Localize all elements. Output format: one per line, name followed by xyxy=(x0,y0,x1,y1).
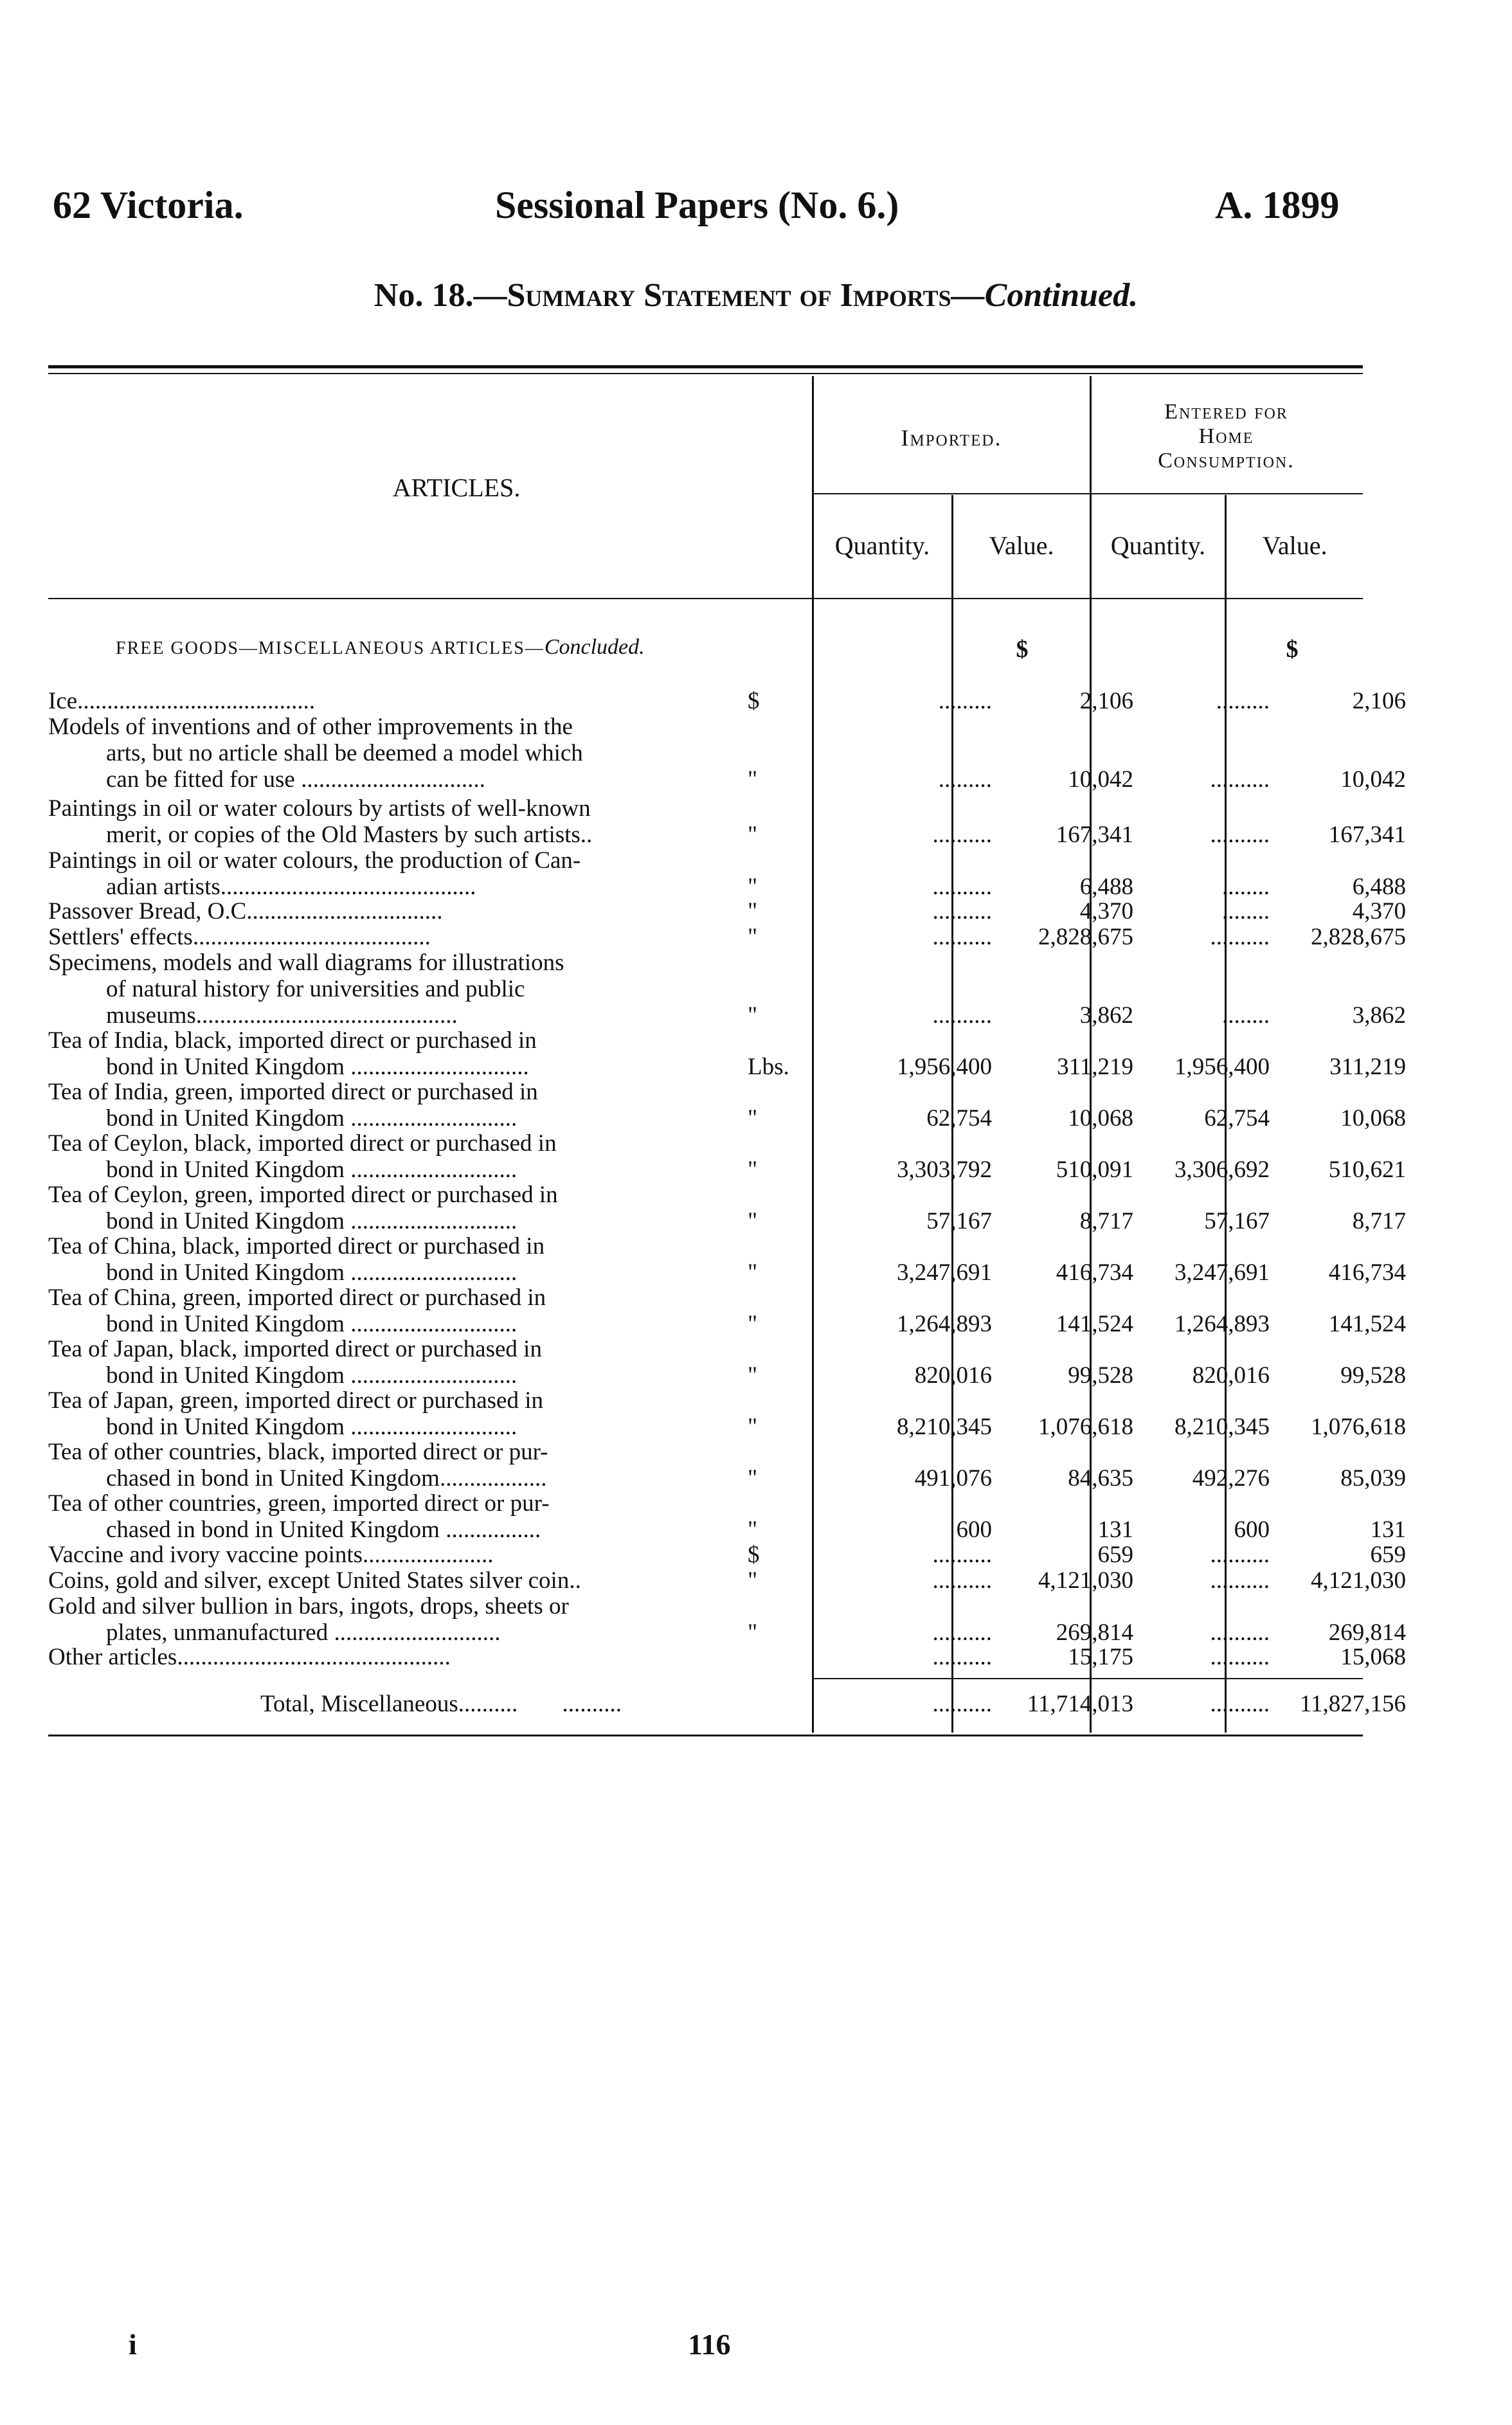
home-quantity: .......... xyxy=(1210,1644,1270,1670)
unit-mark: " xyxy=(748,1157,758,1183)
imported-value: 8,717 xyxy=(1079,1208,1133,1234)
unit-mark: " xyxy=(748,1311,758,1337)
imported-quantity: .......... xyxy=(932,924,992,950)
imported-value: 416,734 xyxy=(1056,1259,1133,1286)
home-quantity: 1,264,893 xyxy=(1174,1311,1270,1337)
total-imported-value: 11,714,013 xyxy=(1027,1691,1133,1717)
home-consumption-heading xyxy=(1093,400,1360,473)
article-line: Paintings in oil or water colours, the production of Can- xyxy=(48,847,581,874)
unit-mark: " xyxy=(748,822,758,848)
header-volume: 62 Victoria. xyxy=(53,184,244,226)
article-line: bond in United Kingdom .............................. xyxy=(106,1054,529,1080)
article-line: Tea of other countries, black, imported direct or pur- xyxy=(48,1439,548,1465)
article-description xyxy=(48,1182,742,1234)
home-quantity: ........ xyxy=(1222,1002,1270,1029)
home-value: 659 xyxy=(1370,1542,1406,1568)
table-bottom-rule xyxy=(48,1735,1363,1736)
article-description xyxy=(48,847,742,900)
imported-value: 141,524 xyxy=(1056,1311,1133,1337)
total-home-value: 11,827,156 xyxy=(1299,1691,1406,1717)
article-line: adian artists........................................... xyxy=(106,874,476,900)
article-line: Tea of China, green, imported direct or purchased in xyxy=(48,1285,546,1311)
article-line: bond in United Kingdom ............................ xyxy=(106,1105,518,1131)
article-line: Gold and silver bullion in bars, ingots, drops, sheets or xyxy=(48,1593,569,1619)
home-value: 4,370 xyxy=(1352,898,1406,924)
imported-quantity: 3,303,792 xyxy=(897,1157,992,1183)
home-dollar-sign: $ xyxy=(1286,636,1299,663)
home-quantity: .......... xyxy=(1210,766,1270,793)
imported-quantity: ......... xyxy=(938,766,992,793)
total-rule xyxy=(813,1678,1363,1679)
home-value: 6,488 xyxy=(1352,874,1406,900)
article-line: Paintings in oil or water colours by artists of well-known xyxy=(48,795,591,822)
subheader-rule xyxy=(813,493,1363,494)
unit-mark: " xyxy=(748,1105,758,1131)
home-quantity: 820,016 xyxy=(1192,1362,1270,1389)
home-heading-line3: Consumption. xyxy=(1158,449,1295,473)
imported-quantity: 820,016 xyxy=(914,1362,992,1389)
article-description xyxy=(48,924,742,950)
home-quantity: 600 xyxy=(1234,1517,1270,1543)
article-line: plates, unmanufactured ............................ xyxy=(106,1619,501,1646)
article-line: Vaccine and ivory vaccine points...................... xyxy=(48,1542,494,1568)
unit-mark: " xyxy=(748,1465,758,1492)
imported-value: 659 xyxy=(1097,1542,1133,1568)
page-number: 116 xyxy=(688,2328,731,2361)
title-continued: —Continued. xyxy=(951,277,1138,314)
imported-quantity: 1,264,893 xyxy=(897,1311,992,1337)
imported-quantity: 491,076 xyxy=(914,1465,992,1492)
home-quantity-heading: Quantity. xyxy=(1110,531,1206,560)
imported-value-heading: Value. xyxy=(989,531,1054,560)
article-line: Tea of Japan, green, imported direct or purchased in xyxy=(48,1387,543,1414)
article-line: Ice........................................ xyxy=(48,688,316,714)
home-value-heading: Value. xyxy=(1262,531,1328,560)
unit-mark: " xyxy=(748,766,758,793)
unit-mark: " xyxy=(748,1002,758,1029)
home-quantity: 3,247,691 xyxy=(1174,1259,1270,1286)
title-main: Summary Statement of Imports xyxy=(507,277,951,314)
article-line: Passover Bread, O.C................................. xyxy=(48,898,443,924)
article-line: bond in United Kingdom ............................ xyxy=(106,1259,518,1286)
home-value: 2,828,675 xyxy=(1311,924,1406,950)
home-value: 416,734 xyxy=(1328,1259,1406,1286)
article-description xyxy=(48,714,742,793)
total-leader-dots: .......... xyxy=(562,1691,622,1717)
article-description xyxy=(48,1233,742,1286)
unit-mark: " xyxy=(748,1362,758,1389)
imported-dollar-sign: $ xyxy=(1016,636,1029,663)
home-heading-line2: Home xyxy=(1198,424,1254,448)
total-label-text: Total, Miscellaneous.......... xyxy=(260,1691,518,1717)
article-description xyxy=(48,950,742,1029)
home-value: 141,524 xyxy=(1328,1311,1406,1337)
home-quantity: 492,276 xyxy=(1192,1465,1270,1492)
article-description xyxy=(48,1542,742,1568)
total-home-quantity: .......... xyxy=(1210,1691,1270,1717)
table-top-rule xyxy=(48,365,1363,368)
home-quantity: 8,210,345 xyxy=(1174,1414,1270,1440)
imported-quantity: 600 xyxy=(956,1517,992,1543)
imported-value: 2,106 xyxy=(1079,688,1133,714)
imported-value: 269,814 xyxy=(1056,1619,1133,1646)
unit-mark: " xyxy=(748,1619,758,1646)
imported-quantity: .......... xyxy=(932,1002,992,1029)
article-line: Coins, gold and silver, except United States silver coin.. xyxy=(48,1567,581,1594)
table-header-rule xyxy=(48,598,1363,599)
home-quantity: ........ xyxy=(1222,874,1270,900)
imported-value: 10,042 xyxy=(1068,766,1133,793)
article-line: bond in United Kingdom ............................ xyxy=(106,1208,518,1234)
unit-mark: " xyxy=(748,1259,758,1286)
article-line: Tea of Ceylon, black, imported direct or purchased in xyxy=(48,1130,557,1157)
article-line: bond in United Kingdom ............................ xyxy=(106,1414,518,1440)
article-line: Specimens, models and wall diagrams for illustrations xyxy=(48,950,564,976)
home-value: 510,621 xyxy=(1328,1157,1406,1183)
home-quantity: 57,167 xyxy=(1204,1208,1270,1234)
section-concluded: Concluded. xyxy=(544,635,645,659)
article-description xyxy=(48,1027,742,1080)
imported-value: 15,175 xyxy=(1068,1644,1133,1670)
home-heading-line1: Entered for xyxy=(1164,400,1288,424)
table-top-rule-thin xyxy=(48,373,1363,374)
article-description xyxy=(48,898,742,924)
unit-mark: Lbs. xyxy=(748,1054,789,1080)
imported-value: 4,370 xyxy=(1079,898,1133,924)
article-line: arts, but no article shall be deemed a model which xyxy=(106,740,583,766)
total-label xyxy=(260,1691,839,1717)
article-line: Other articles.............................................. xyxy=(48,1644,451,1670)
article-line: bond in United Kingdom ............................ xyxy=(106,1362,518,1389)
article-description xyxy=(48,1285,742,1337)
home-value: 269,814 xyxy=(1328,1619,1406,1646)
imported-value: 2,828,675 xyxy=(1038,924,1133,950)
home-quantity: .......... xyxy=(1210,1567,1270,1594)
home-quantity: .......... xyxy=(1210,822,1270,848)
article-description xyxy=(48,1336,742,1389)
unit-mark: " xyxy=(748,898,758,924)
imported-value: 3,862 xyxy=(1079,1002,1133,1029)
imported-value: 167,341 xyxy=(1056,822,1133,848)
home-value: 99,528 xyxy=(1340,1362,1406,1389)
home-quantity: .......... xyxy=(1210,924,1270,950)
article-description xyxy=(48,1644,742,1670)
imported-value: 1,076,618 xyxy=(1038,1414,1133,1440)
home-value: 15,068 xyxy=(1340,1644,1406,1670)
imported-quantity-heading: Quantity. xyxy=(834,531,930,560)
article-description xyxy=(48,1490,742,1543)
home-quantity: 62,754 xyxy=(1204,1105,1270,1131)
imported-quantity: .......... xyxy=(932,898,992,924)
imported-value: 10,068 xyxy=(1068,1105,1133,1131)
home-quantity: ......... xyxy=(1216,688,1270,714)
article-description xyxy=(48,1387,742,1440)
imported-quantity: .......... xyxy=(932,822,992,848)
articles-heading: ARTICLES. xyxy=(392,473,521,502)
imported-quantity: ......... xyxy=(938,688,992,714)
imported-quantity: 3,247,691 xyxy=(897,1259,992,1286)
article-line: Tea of India, green, imported direct or purchased in xyxy=(48,1079,538,1105)
unit-mark: " xyxy=(748,1208,758,1234)
article-line: Settlers' effects........................................ xyxy=(48,924,431,950)
unit-mark: " xyxy=(748,1517,758,1543)
home-quantity: .......... xyxy=(1210,1619,1270,1646)
article-line: Tea of Japan, black, imported direct or purchased in xyxy=(48,1336,542,1362)
header-year: A. 1899 xyxy=(1215,184,1340,226)
article-line: Tea of Ceylon, green, imported direct or purchased in xyxy=(48,1182,558,1208)
unit-mark: " xyxy=(748,924,758,950)
article-line: Tea of other countries, green, imported direct or pur- xyxy=(48,1490,550,1517)
home-value: 311,219 xyxy=(1329,1054,1406,1080)
imported-quantity: .......... xyxy=(932,1567,992,1594)
article-description xyxy=(48,1567,742,1594)
article-line: chased in bond in United Kingdom ................ xyxy=(106,1517,541,1543)
article-line: merit, or copies of the Old Masters by such artists.. xyxy=(106,822,593,848)
home-value: 8,717 xyxy=(1352,1208,1406,1234)
home-quantity: 3,306,692 xyxy=(1174,1157,1270,1183)
article-description xyxy=(48,688,742,714)
home-value: 3,862 xyxy=(1352,1002,1406,1029)
home-value: 85,039 xyxy=(1340,1465,1406,1492)
imported-quantity: 57,167 xyxy=(926,1208,992,1234)
article-line: chased in bond in United Kingdom.................. xyxy=(106,1465,547,1492)
article-line: can be fitted for use ............................... xyxy=(106,766,485,793)
footer-mark: i xyxy=(129,2328,137,2361)
article-line: bond in United Kingdom ............................ xyxy=(106,1311,518,1337)
article-line: of natural history for universities and public xyxy=(106,976,525,1002)
article-description xyxy=(48,1079,742,1131)
home-value: 10,068 xyxy=(1340,1105,1406,1131)
imported-value: 4,121,030 xyxy=(1038,1567,1133,1594)
imported-value: 311,219 xyxy=(1057,1054,1133,1080)
unit-mark: " xyxy=(748,874,758,900)
imported-value: 510,091 xyxy=(1056,1157,1133,1183)
home-value: 10,042 xyxy=(1340,766,1406,793)
imported-value: 99,528 xyxy=(1068,1362,1133,1389)
total-imported-quantity: .......... xyxy=(932,1691,992,1717)
article-description xyxy=(48,1593,742,1646)
unit-mark: " xyxy=(748,1414,758,1440)
home-value: 4,121,030 xyxy=(1311,1567,1406,1594)
article-description xyxy=(48,1439,742,1492)
home-quantity: .......... xyxy=(1210,1542,1270,1568)
home-quantity: 1,956,400 xyxy=(1174,1054,1270,1080)
imported-heading: Imported. xyxy=(901,425,1002,451)
imported-quantity: .......... xyxy=(932,1619,992,1646)
imported-value: 6,488 xyxy=(1079,874,1133,900)
home-value: 167,341 xyxy=(1328,822,1406,848)
title-number: No. 18.— xyxy=(374,277,507,314)
imported-quantity: 1,956,400 xyxy=(897,1054,992,1080)
home-value: 131 xyxy=(1370,1517,1406,1543)
home-value: 1,076,618 xyxy=(1311,1414,1406,1440)
imported-quantity: .......... xyxy=(932,874,992,900)
header-series: Sessional Papers (No. 6.) xyxy=(495,184,899,226)
imported-quantity: 8,210,345 xyxy=(897,1414,992,1440)
unit-mark: $ xyxy=(748,688,760,714)
unit-mark: " xyxy=(748,1567,758,1594)
article-description xyxy=(48,1130,742,1183)
home-value: 2,106 xyxy=(1352,688,1406,714)
article-line: bond in United Kingdom ............................ xyxy=(106,1157,518,1183)
imported-quantity: .......... xyxy=(932,1644,992,1670)
article-line: museums............................................ xyxy=(106,1002,458,1029)
page-title xyxy=(0,276,1512,314)
imported-value: 84,635 xyxy=(1068,1465,1133,1492)
home-quantity: ........ xyxy=(1222,898,1270,924)
article-line: Tea of China, black, imported direct or purchased in xyxy=(48,1233,545,1259)
unit-mark: $ xyxy=(748,1542,760,1568)
article-description xyxy=(48,795,742,848)
article-line: Models of inventions and of other improvements in the xyxy=(48,714,573,740)
imported-value: 131 xyxy=(1097,1517,1133,1543)
imported-quantity: 62,754 xyxy=(926,1105,992,1131)
section-label: FREE GOODS—MISCELLANEOUS ARTICLES—Concluded. xyxy=(116,635,645,659)
imported-quantity: .......... xyxy=(932,1542,992,1568)
article-line: Tea of India, black, imported direct or purchased in xyxy=(48,1027,537,1054)
